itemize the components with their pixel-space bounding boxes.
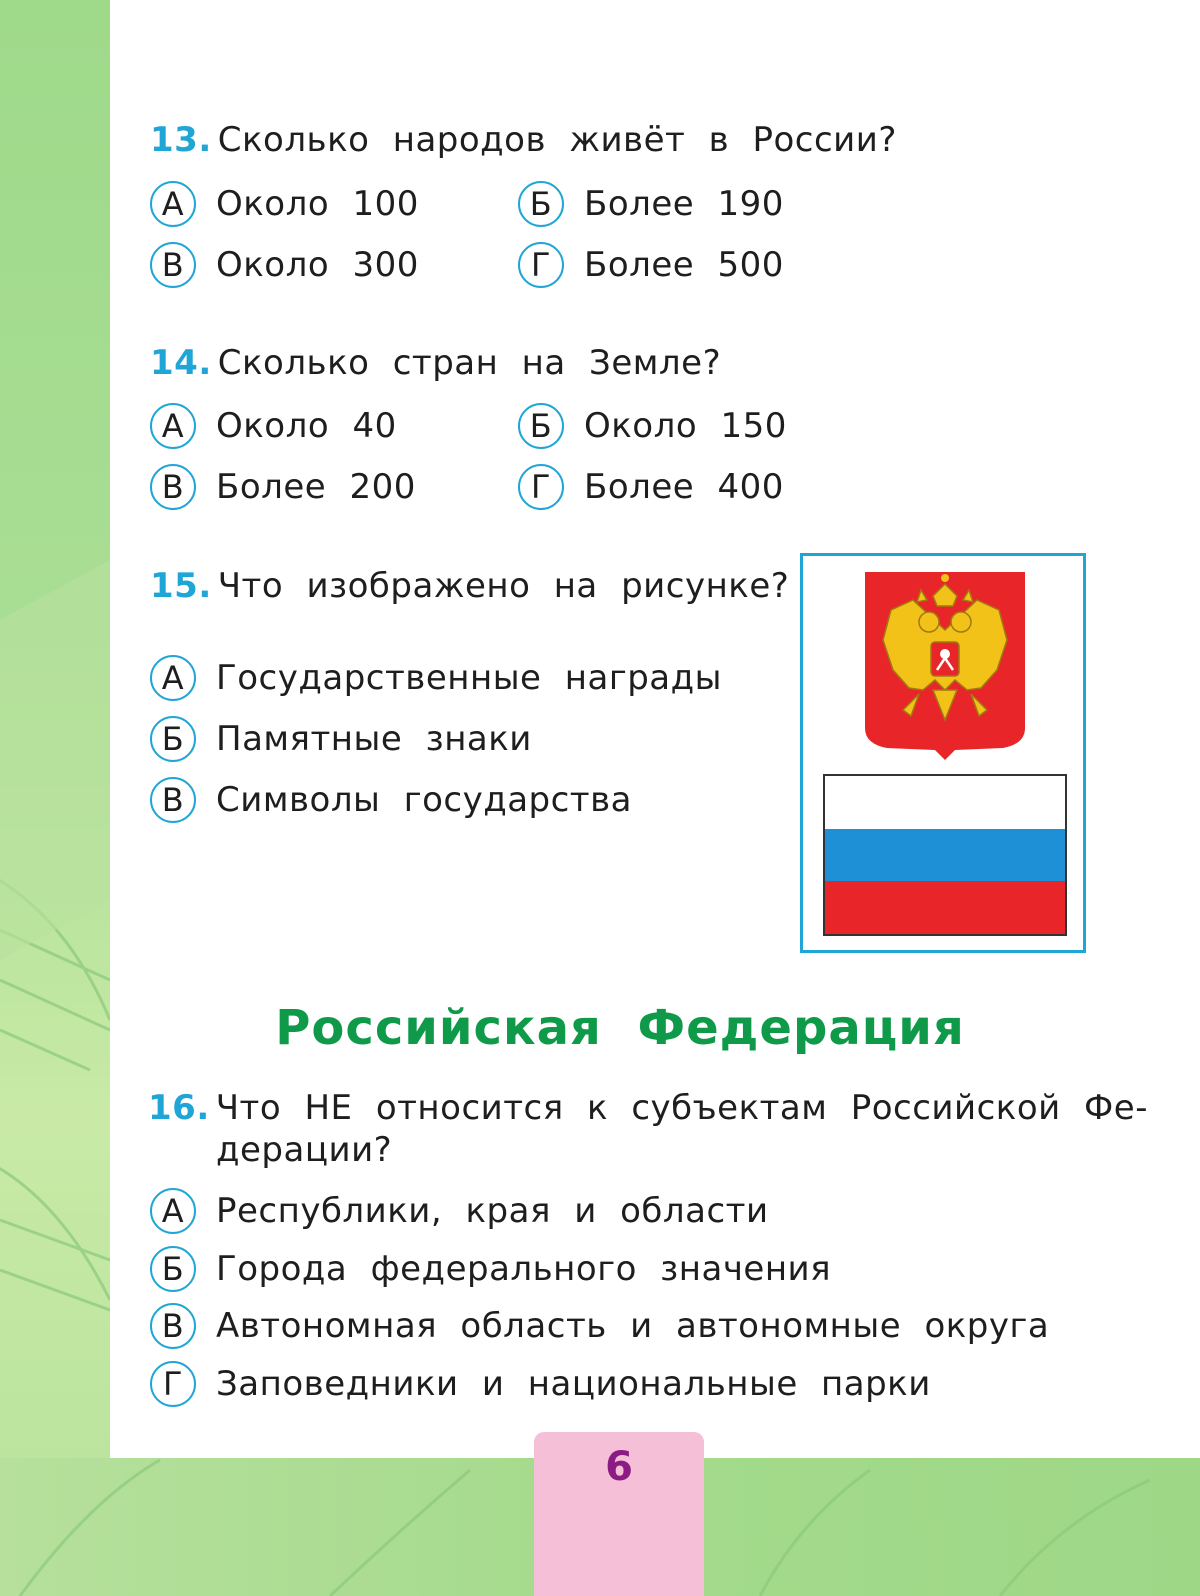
question-16 — [148, 1088, 1148, 1170]
option-letter: А — [150, 1188, 196, 1234]
question-text: Сколько народов живёт в России? — [217, 120, 897, 160]
option-13-g[interactable] — [518, 242, 784, 288]
option-letter: В — [150, 242, 196, 288]
flag-blue-stripe — [825, 829, 1065, 882]
option-letter: В — [150, 1303, 196, 1349]
option-text: Около 100 — [216, 184, 419, 224]
option-13-a[interactable] — [150, 181, 419, 227]
question-number: 14. — [150, 343, 212, 383]
option-text: Государственные награды — [216, 658, 722, 698]
option-text: Заповедники и национальные парки — [216, 1364, 931, 1404]
flag-red-stripe — [825, 881, 1065, 934]
question-number: 16. — [148, 1088, 210, 1128]
question-number: 13. — [150, 120, 212, 160]
russian-flag-icon — [823, 774, 1067, 936]
question-number: 15. — [150, 566, 212, 606]
option-letter: А — [150, 181, 196, 227]
option-letter: Г — [518, 464, 564, 510]
option-16-b[interactable] — [150, 1246, 831, 1292]
option-15-b[interactable] — [150, 716, 532, 762]
option-letter: Б — [150, 716, 196, 762]
page-number-tab — [534, 1432, 704, 1596]
option-15-v[interactable] — [150, 777, 632, 823]
option-text: Памятные знаки — [216, 719, 532, 759]
option-text: Города федерального значения — [216, 1249, 832, 1289]
option-15-a[interactable] — [150, 655, 722, 701]
option-14-g[interactable] — [518, 464, 784, 510]
option-letter: А — [150, 403, 196, 449]
option-text: Около 300 — [216, 245, 419, 285]
option-14-a[interactable] — [150, 403, 397, 449]
section-title: Российская Федерация — [275, 1000, 965, 1056]
option-13-b[interactable] — [518, 181, 784, 227]
option-13-v[interactable] — [150, 242, 419, 288]
option-letter: А — [150, 655, 196, 701]
option-letter: В — [150, 777, 196, 823]
question-text: Сколько стран на Земле? — [217, 343, 722, 383]
question-15 — [150, 566, 789, 606]
page-number: 6 — [605, 1444, 633, 1490]
option-16-g[interactable] — [150, 1361, 931, 1407]
question-14 — [150, 343, 721, 383]
option-text: Около 150 — [584, 406, 787, 446]
option-text: Республики, края и области — [216, 1191, 769, 1231]
option-letter: Б — [150, 1246, 196, 1292]
question-text-line2: дерации? — [216, 1130, 393, 1170]
question-13 — [150, 120, 897, 160]
state-symbols-figure — [800, 553, 1086, 953]
flag-white-stripe — [825, 776, 1065, 829]
option-letter: Г — [150, 1361, 196, 1407]
option-text: Более 500 — [584, 245, 784, 285]
option-text: Более 200 — [216, 467, 416, 507]
option-letter: Б — [518, 403, 564, 449]
option-letter: В — [150, 464, 196, 510]
option-14-b[interactable] — [518, 403, 787, 449]
question-text-line1: Что НЕ относится к субъектам Российской Фе- — [215, 1088, 1148, 1128]
option-text: Около 40 — [216, 406, 397, 446]
option-text: Более 400 — [584, 467, 784, 507]
option-text: Символы государства — [216, 780, 632, 820]
option-letter: Г — [518, 242, 564, 288]
option-letter: Б — [518, 181, 564, 227]
question-text: Что изображено на рисунке? — [217, 566, 790, 606]
option-14-v[interactable] — [150, 464, 416, 510]
option-16-a[interactable] — [150, 1188, 769, 1234]
option-text: Более 190 — [584, 184, 784, 224]
option-16-v[interactable] — [150, 1303, 1049, 1349]
russian-coat-of-arms-icon — [863, 570, 1033, 762]
option-text: Автономная область и автономные округа — [216, 1306, 1050, 1346]
